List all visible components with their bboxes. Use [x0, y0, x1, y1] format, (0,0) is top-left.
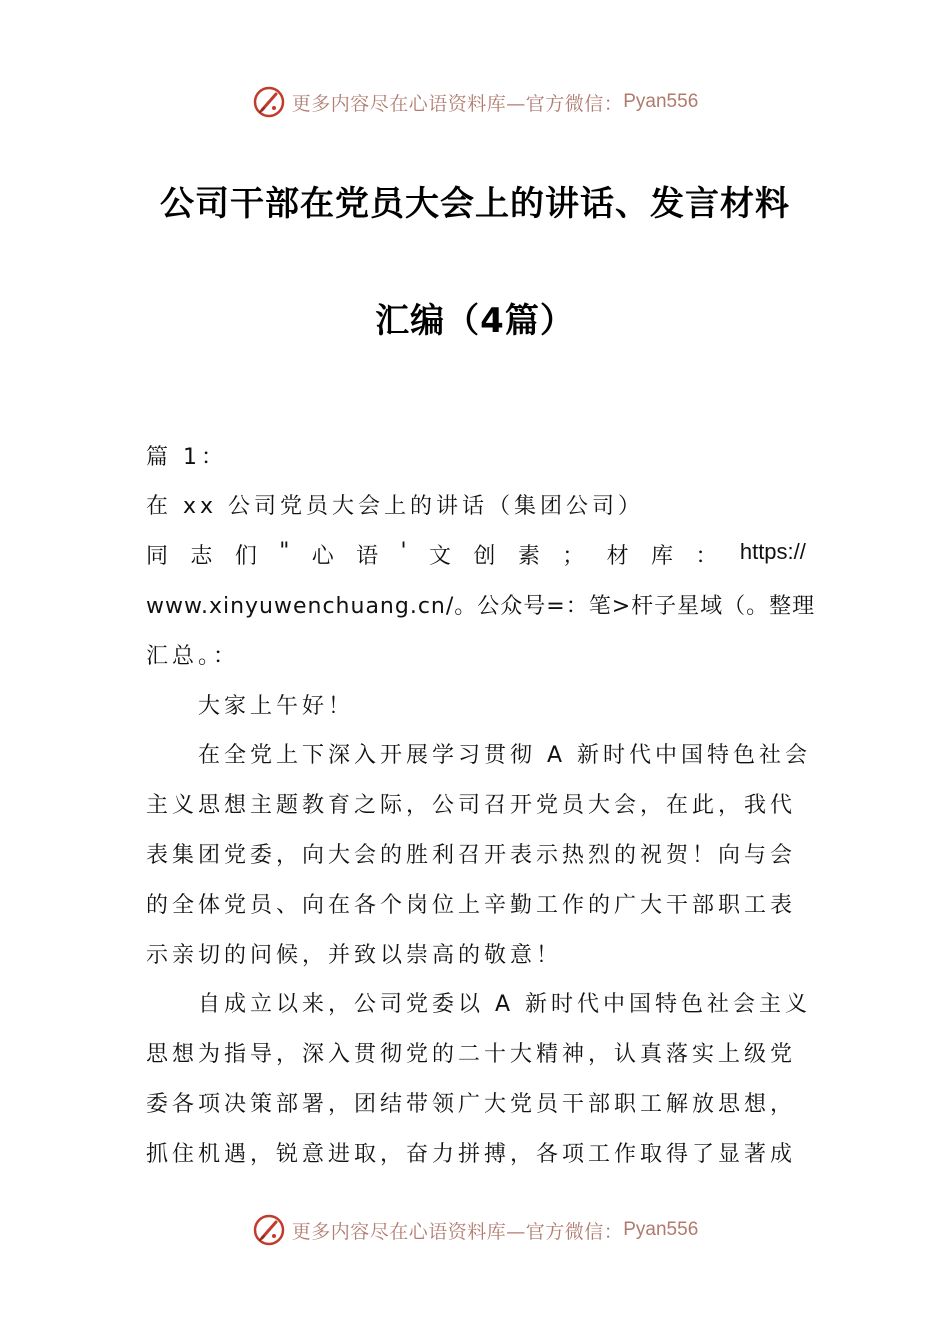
paragraph-1-line: 主义思想主题教育之际，公司召开党员大会，在此，我代: [146, 793, 797, 818]
address-char: 语: [356, 544, 379, 569]
banner-contact: Pyan556: [623, 1219, 699, 1240]
paragraph-1-line: 示亲切的问候，并致以崇高的敬意！: [146, 943, 563, 968]
address-char: ：: [695, 544, 718, 569]
paragraph-1-line: 表集团党委，向大会的胜利召开表示热烈的祝贺！向与会: [146, 843, 797, 868]
paragraph-2-line: 自成立以来，公司党委以 A 新时代中国特色社会主义: [198, 992, 812, 1017]
paragraph-2-line: 思想为指导，深入贯彻党的二十大精神，认真落实上级党: [146, 1042, 797, 1067]
paragraph-2-line: 委各项决策部署，团结带领广大党员干部职工解放思想，: [146, 1092, 797, 1117]
address-line-1: [146, 539, 806, 570]
greeting: 大家上午好！: [198, 694, 355, 719]
header-banner: [0, 82, 950, 122]
document-title-line1: 公司干部在党员大会上的讲话、发言材料: [160, 184, 790, 224]
document-title-line2: 汇编（4篇）: [375, 301, 575, 341]
address-char: 库: [651, 544, 674, 569]
address-char: ；: [562, 544, 585, 569]
address-line-3: 汇总。：: [146, 644, 240, 669]
paragraph-2-line: 抓住机遇，锐意进取，奋力拼搏，各项工作取得了显著成: [146, 1142, 797, 1167]
banner-contact: Pyan556: [623, 91, 699, 112]
address-char: 文: [429, 544, 452, 569]
address-char: 同: [146, 544, 169, 569]
paragraph-1-line: 在全党上下深入开展学习贯彻 A 新时代中国特色社会: [198, 743, 812, 768]
address-char: ": [279, 539, 290, 564]
banner-text: 更多内容尽在心语资料库—官方微信：: [291, 92, 624, 115]
footer-banner: [0, 1210, 950, 1250]
speech-title: 在 xx 公司党员大会上的讲话（集团公司）: [146, 494, 645, 519]
address-char: 志: [190, 544, 213, 569]
section-label: 篇 1：: [146, 445, 227, 470]
address-char: 心: [311, 544, 334, 569]
pen-circle-logo-icon: [252, 85, 286, 119]
address-char: 创: [473, 544, 496, 569]
paragraph-1-line: 的全体党员、向在各个岗位上辛勤工作的广大干部职工表: [146, 893, 797, 918]
address-char: 素: [517, 544, 540, 569]
banner-text: 更多内容尽在心语资料库—官方微信：: [291, 1220, 624, 1243]
address-char: 们: [234, 544, 257, 569]
address-url-prefix: https://: [739, 539, 806, 564]
address-char: ': [400, 539, 407, 564]
pen-circle-logo-icon: [252, 1213, 286, 1247]
address-line-2: www.xinyuwenchuang.cn/。公众号=：笔>杆子星域（。整理: [146, 594, 816, 619]
address-char: 材: [606, 544, 629, 569]
